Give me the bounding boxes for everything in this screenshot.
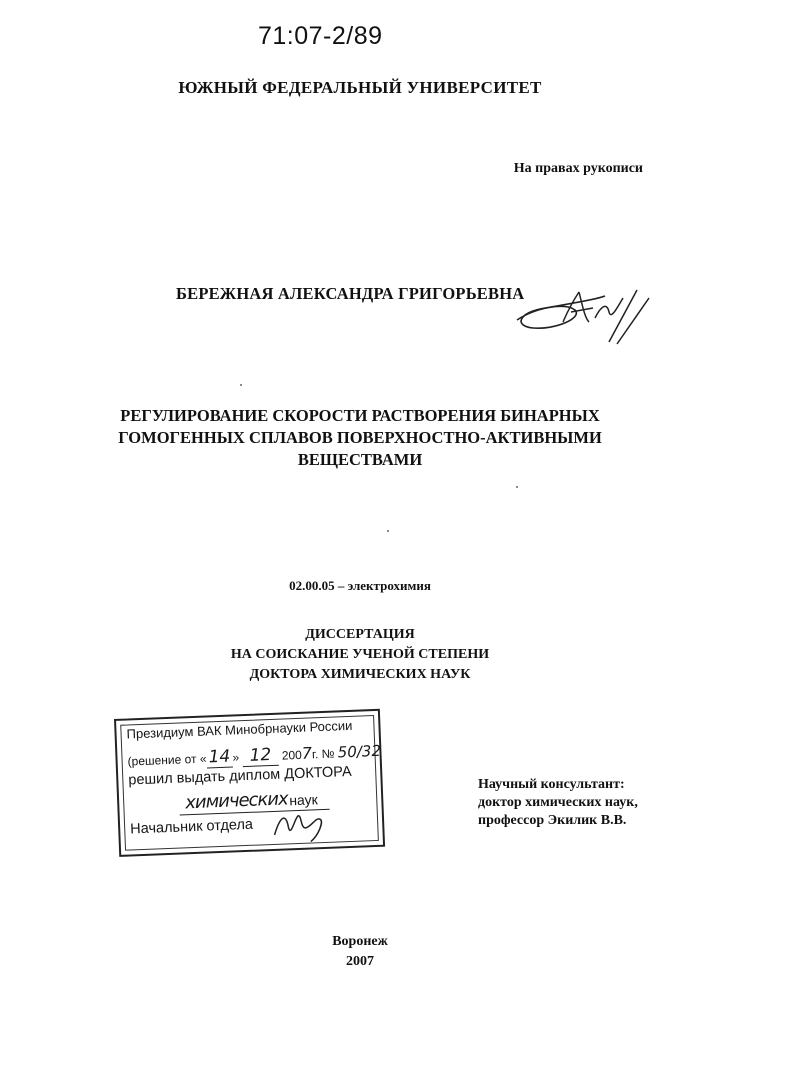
stamp-day: 14 <box>206 746 233 768</box>
stamp-head-signature <box>269 805 330 847</box>
degree-line: ДОКТОРА ХИМИЧЕСКИХ НАУК <box>249 667 471 682</box>
stamp-quote-close: » <box>232 750 240 765</box>
dissertation-title <box>60 405 660 471</box>
place-and-year <box>0 932 720 972</box>
stamp-year-suffix: г. № <box>311 746 335 762</box>
consultant-line: Научный консультант: <box>478 777 625 792</box>
title-line: ГОМОГЕННЫХ СПЛАВОВ ПОВЕРХНОСТНО-АКТИВНЫМИ <box>118 428 602 447</box>
degree-line: НА СОИСКАНИЕ УЧЕНОЙ СТЕПЕНИ <box>230 647 490 662</box>
scan-speck <box>240 384 242 386</box>
scan-speck <box>387 530 389 532</box>
stamp-head-label: Начальник отдела <box>129 816 254 838</box>
university-name: ЮЖНЫЙ ФЕДЕРАЛЬНЫЙ УНИВЕРСИТЕТ <box>178 78 542 97</box>
stamp-science-field: химических <box>184 788 289 814</box>
degree-statement <box>0 625 720 685</box>
author-signature <box>505 278 655 348</box>
vak-approval-stamp <box>114 709 385 857</box>
stamp-decision-number: 50/32 <box>337 741 382 762</box>
scan-speck <box>516 486 518 488</box>
degree-line: ДИССЕРТАЦИЯ <box>305 627 415 642</box>
consultant-line: доктор химических наук, <box>478 795 638 810</box>
title-line: РЕГУЛИРОВАНИЕ СКОРОСТИ РАСТВОРЕНИЯ БИНАРНЫХ <box>120 406 600 425</box>
catalog-number: 71:07-2/89 <box>258 22 383 50</box>
publication-year: 2007 <box>346 954 374 969</box>
stamp-month: 12 <box>242 745 279 767</box>
author-name: БЕРЕЖНАЯ АЛЕКСАНДРА ГРИГОРЬЕВНА <box>176 284 525 303</box>
consultant-line: профессор Экилик В.В. <box>478 813 627 828</box>
specialty-code: 02.00.05 – электрохимия <box>289 578 431 593</box>
stamp-year-prefix: 200 <box>281 747 303 763</box>
city-name: Воронеж <box>332 934 388 949</box>
stamp-year-digit: 7 <box>301 743 313 763</box>
manuscript-note: На правах рукописи <box>513 161 643 176</box>
scientific-consultant <box>478 776 638 830</box>
title-line: ВЕЩЕСТВАМИ <box>297 450 423 469</box>
stamp-science-suffix: наук <box>288 791 319 809</box>
stamp-decision-prefix: (решение от « <box>127 751 207 769</box>
stamp-presidium-line: Президиум ВАК Минобрнауки России <box>126 717 353 742</box>
stamp-diploma-line: решил выдать диплом ДОКТОРА <box>128 763 352 789</box>
